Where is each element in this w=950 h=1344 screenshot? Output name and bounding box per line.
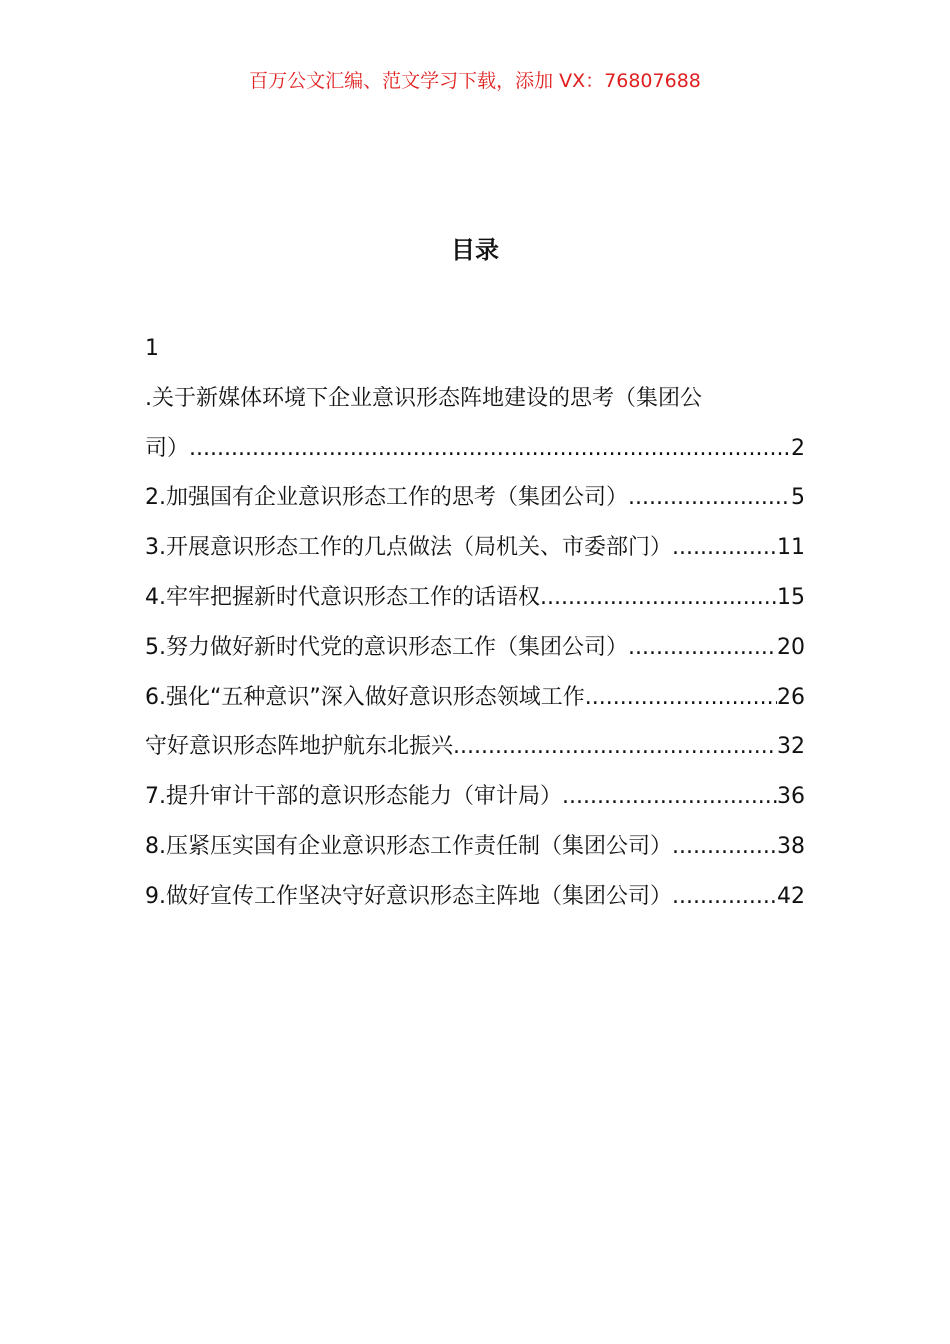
toc-entry[interactable] (145, 822, 805, 872)
watermark-header: 百万公文汇编、范文学习下载，添加 VX：76807688 (249, 70, 701, 92)
page-title: 目录 (451, 236, 499, 264)
toc-entry-1-tail[interactable] (145, 424, 805, 474)
toc-entry-text: 9.做好宣传工作坚决守好意识形态主阵地（集团公司） (145, 883, 672, 909)
toc-page-number: 2 (791, 435, 805, 461)
toc-entry[interactable] (145, 673, 805, 723)
toc-leader-dots (628, 623, 777, 673)
toc-leader-dots (453, 722, 777, 772)
toc-page-number: 11 (777, 535, 805, 561)
toc-page-number: 38 (777, 833, 805, 859)
toc-entry-text: 2.加强国有企业意识形态工作的思考（集团公司） (145, 485, 628, 511)
toc-entry-text: .关于新媒体环境下企业意识形态阵地建设的思考（集团公 (145, 385, 702, 411)
toc-entry-text: 4.牢牢把握新时代意识形态工作的话语权 (145, 584, 540, 610)
toc-entry-1-title (145, 374, 805, 424)
toc-entry-text: 守好意识形态阵地护航东北振兴 (145, 734, 454, 760)
toc-entry[interactable] (145, 523, 805, 573)
toc-page-number: 5 (791, 485, 805, 511)
toc-entry[interactable] (145, 623, 805, 673)
toc-leader-dots (540, 573, 777, 623)
toc-entry-text: 5.努力做好新时代党的意识形态工作（集团公司） (145, 634, 628, 660)
toc-entry[interactable] (145, 722, 805, 772)
toc-entry-text: 3.开展意识形态工作的几点做法（局机关、市委部门） (145, 535, 672, 561)
toc-entry-text: 7.提升审计干部的意识形态能力（审计局） (145, 784, 562, 810)
toc-leader-dots (628, 473, 791, 523)
toc-leader-dots (189, 424, 791, 474)
toc-leader-dots (672, 872, 777, 922)
toc-entry[interactable] (145, 872, 805, 922)
toc-entry[interactable] (145, 772, 805, 822)
toc-entry-text: 1 (145, 336, 159, 361)
toc-entry-text: 司） (145, 435, 190, 461)
toc-leader-dots (672, 822, 777, 872)
toc-leader-dots (672, 523, 777, 573)
toc-page-number: 42 (777, 883, 805, 909)
toc-page-number: 32 (777, 734, 805, 760)
toc-entry-text: 8.压紧压实国有企业意识形态工作责任制（集团公司） (145, 833, 672, 859)
toc-leader-dots (562, 772, 777, 822)
toc-entry-text: 6.强化“五种意识”深入做好意识形态领域工作 (145, 684, 585, 710)
toc-page-number: 36 (777, 784, 805, 810)
toc-page-number: 26 (777, 684, 805, 710)
toc-page-number: 15 (777, 584, 805, 610)
toc-entry[interactable] (145, 473, 805, 523)
toc-entry[interactable] (145, 573, 805, 623)
toc-entry-1-number (145, 324, 805, 374)
table-of-contents (145, 324, 805, 922)
toc-leader-dots (585, 673, 777, 723)
toc-page-number: 20 (777, 634, 805, 660)
